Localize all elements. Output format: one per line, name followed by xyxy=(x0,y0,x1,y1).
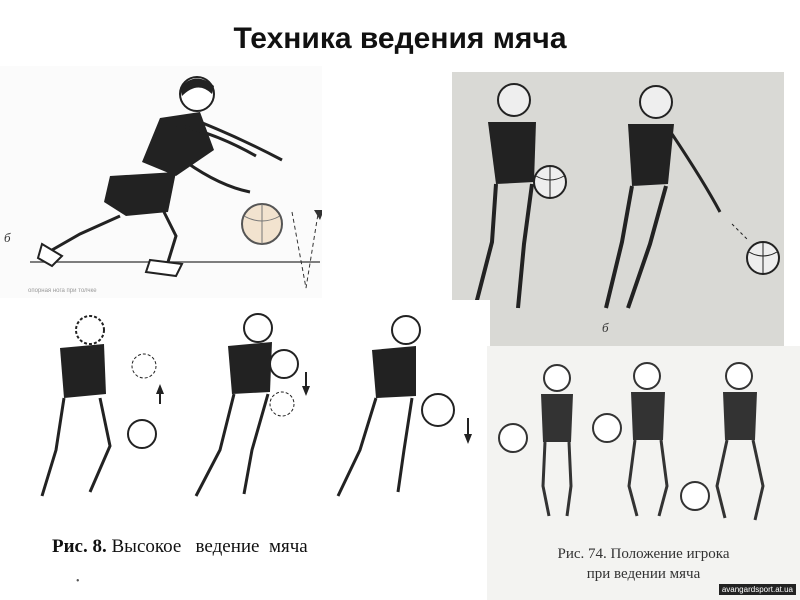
illustration-low-dribble xyxy=(0,66,322,298)
floor-note: опорная нога при толчке xyxy=(28,288,97,294)
dribbling-player-figure xyxy=(0,66,322,298)
illustration-high-dribble xyxy=(20,300,490,520)
caption-text: Высокое ведение мяча xyxy=(111,536,308,557)
high-dribble-sequence xyxy=(20,300,490,520)
page-title: Техника ведения мяча xyxy=(233,22,567,55)
caption-line-2: при ведении мяча xyxy=(586,566,701,582)
two-players-figure xyxy=(452,72,784,348)
illustration-player-position xyxy=(487,346,800,600)
illustration-ball-release xyxy=(452,72,784,348)
figure-74-caption xyxy=(487,544,800,584)
caption-line-1: Рис. 74. Положение игрока xyxy=(557,546,730,562)
figure-label: б xyxy=(4,230,11,245)
watermark: avangardsport.at.ua xyxy=(719,584,796,595)
three-players-figure xyxy=(487,346,800,542)
figure-8-caption xyxy=(52,536,308,558)
caption-prefix: Рис. 8. xyxy=(52,536,107,557)
figure-label-b: б xyxy=(602,320,609,335)
footer-mark: • xyxy=(76,576,80,587)
